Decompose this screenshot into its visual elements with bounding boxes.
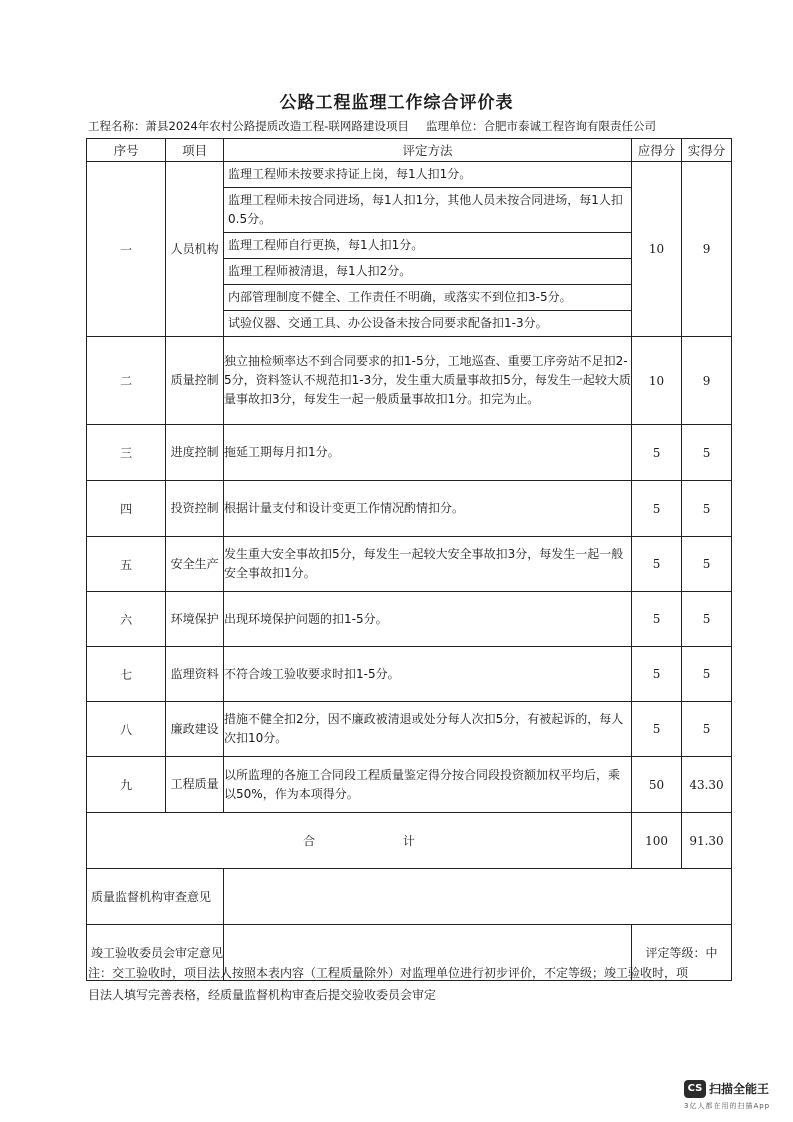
total-row	[87, 813, 732, 869]
row-item: 进度控制	[166, 425, 224, 481]
row-actual: 5	[682, 647, 732, 702]
table-row	[87, 647, 732, 702]
row-seq: 四	[87, 481, 166, 537]
method-line: 监理工程师未按要求持证上岗，每1人扣1分。	[224, 162, 631, 188]
row-seq: 二	[87, 337, 166, 425]
scanner-logo-icon: CS	[684, 1080, 706, 1098]
footnote: 注：交工验收时，项目法人按照本表内容（工程质量除外）对监理单位进行初步评价，不定等级；竣工验收时，项目法人填写完善表格，经质量监督机构审查后提交验收委员会审定	[88, 966, 689, 1002]
row-seq: 八	[87, 702, 166, 757]
row-actual: 5	[682, 425, 732, 481]
row-seq: 一	[87, 162, 166, 337]
header-actual: 实得分	[682, 139, 732, 162]
row-method: 根据计量支付和设计变更工作情况酌情扣分。	[224, 481, 632, 537]
total-due: 100	[632, 813, 682, 869]
acceptance-review-label: 竣工验收委员会审定意见	[87, 925, 224, 981]
header-item: 项目	[166, 139, 224, 162]
method-line: 内部管理制度不健全、工作责任不明确，或落实不到位扣3-5分。	[224, 285, 631, 311]
table-row	[87, 537, 732, 592]
row-item: 工程质量	[166, 757, 224, 813]
row-actual: 43.30	[682, 757, 732, 813]
row-item: 环境保护	[166, 592, 224, 647]
row-method: 措施不健全扣2分，因不廉政被清退或处分每人次扣5分，有被起诉的，每人次扣10分。	[224, 702, 632, 757]
table-row	[87, 425, 732, 481]
table-row	[87, 481, 732, 537]
table-row	[87, 162, 732, 337]
row-due: 10	[632, 162, 682, 337]
row-actual: 5	[682, 537, 732, 592]
row-item: 廉政建设	[166, 702, 224, 757]
total-label-a: 合	[303, 834, 316, 848]
row-actual: 5	[682, 481, 732, 537]
row-due: 5	[632, 425, 682, 481]
supervisor-unit: 监理单位：合肥市泰诚工程咨询有限责任公司	[426, 119, 656, 133]
table-row	[87, 337, 732, 425]
table-row	[87, 592, 732, 647]
row-item: 投资控制	[166, 481, 224, 537]
row-method: 不符合竣工验收要求时扣1-5分。	[224, 647, 632, 702]
header-due: 应得分	[632, 139, 682, 162]
row-seq: 九	[87, 757, 166, 813]
method-line: 试验仪器、交通工具、办公设备未按合同要求配备扣1-3分。	[228, 316, 548, 330]
header-seq: 序号	[87, 139, 166, 162]
table-row	[87, 702, 732, 757]
evaluation-table	[86, 138, 732, 981]
quality-review-value	[224, 869, 732, 925]
table-row	[87, 757, 732, 813]
row-due: 50	[632, 757, 682, 813]
row-actual: 5	[682, 702, 732, 757]
row-actual: 9	[682, 337, 732, 425]
row-item: 人员机构	[166, 162, 224, 337]
row-seq: 七	[87, 647, 166, 702]
row-due: 5	[632, 702, 682, 757]
quality-review-label: 质量监督机构审查意见	[87, 869, 224, 925]
row-seq: 三	[87, 425, 166, 481]
row-actual: 9	[682, 162, 732, 337]
row-method: 拖延工期每月扣1分。	[224, 425, 632, 481]
scanner-app-name: 扫描全能王	[709, 1082, 770, 1096]
total-label	[87, 813, 632, 869]
row-due: 5	[632, 537, 682, 592]
row-item: 监理资料	[166, 647, 224, 702]
row-method	[224, 162, 632, 337]
method-line: 监理工程师未按合同进场，每1人扣1分，其他人员未按合同进场，每1人扣0.5分。	[224, 188, 631, 233]
project-name: 工程名称：萧县2024年农村公路提质改造工程-联网路建设项目	[88, 119, 409, 133]
row-item: 安全生产	[166, 537, 224, 592]
row-method: 出现环境保护问题的扣1-5分。	[224, 592, 632, 647]
header-method: 评定方法	[224, 139, 632, 162]
row-actual: 5	[682, 592, 732, 647]
header-row	[87, 139, 732, 162]
row-seq: 六	[87, 592, 166, 647]
row-due: 5	[632, 481, 682, 537]
scanner-tagline: 3亿人都在用的扫描App	[684, 1101, 771, 1110]
row-item: 质量控制	[166, 337, 224, 425]
row-seq: 五	[87, 537, 166, 592]
row-method: 独立抽检频率达不到合同要求的扣1-5分，工地巡查、重要工序旁站不足扣2-5分，资料签认不规范扣1-3分，发生重大质量事故扣5分，每发生一起较大质量事故扣3分，每发生一起一般质量事故扣1分。扣完为止。	[224, 337, 632, 425]
method-line: 监理工程师自行更换，每1人扣1分。	[224, 233, 631, 259]
form-title: 公路工程监理工作综合评价表	[279, 93, 514, 113]
total-label-b: 计	[402, 834, 415, 848]
row-due: 5	[632, 592, 682, 647]
scanner-watermark	[684, 1078, 784, 1111]
row-method: 发生重大安全事故扣5分，每发生一起较大安全事故扣3分，每发生一起一般安全事故扣1分。	[224, 537, 632, 592]
total-actual: 91.30	[682, 813, 732, 869]
quality-review-row	[87, 869, 732, 925]
row-due: 10	[632, 337, 682, 425]
row-method: 以所监理的各施工合同段工程质量鉴定得分按合同段投资额加权平均后，乘以50%，作为本项得分。	[224, 757, 632, 813]
acceptance-grade: 评定等级：中	[632, 925, 732, 981]
row-due: 5	[632, 647, 682, 702]
method-line: 监理工程师被清退，每1人扣2分。	[224, 259, 631, 285]
